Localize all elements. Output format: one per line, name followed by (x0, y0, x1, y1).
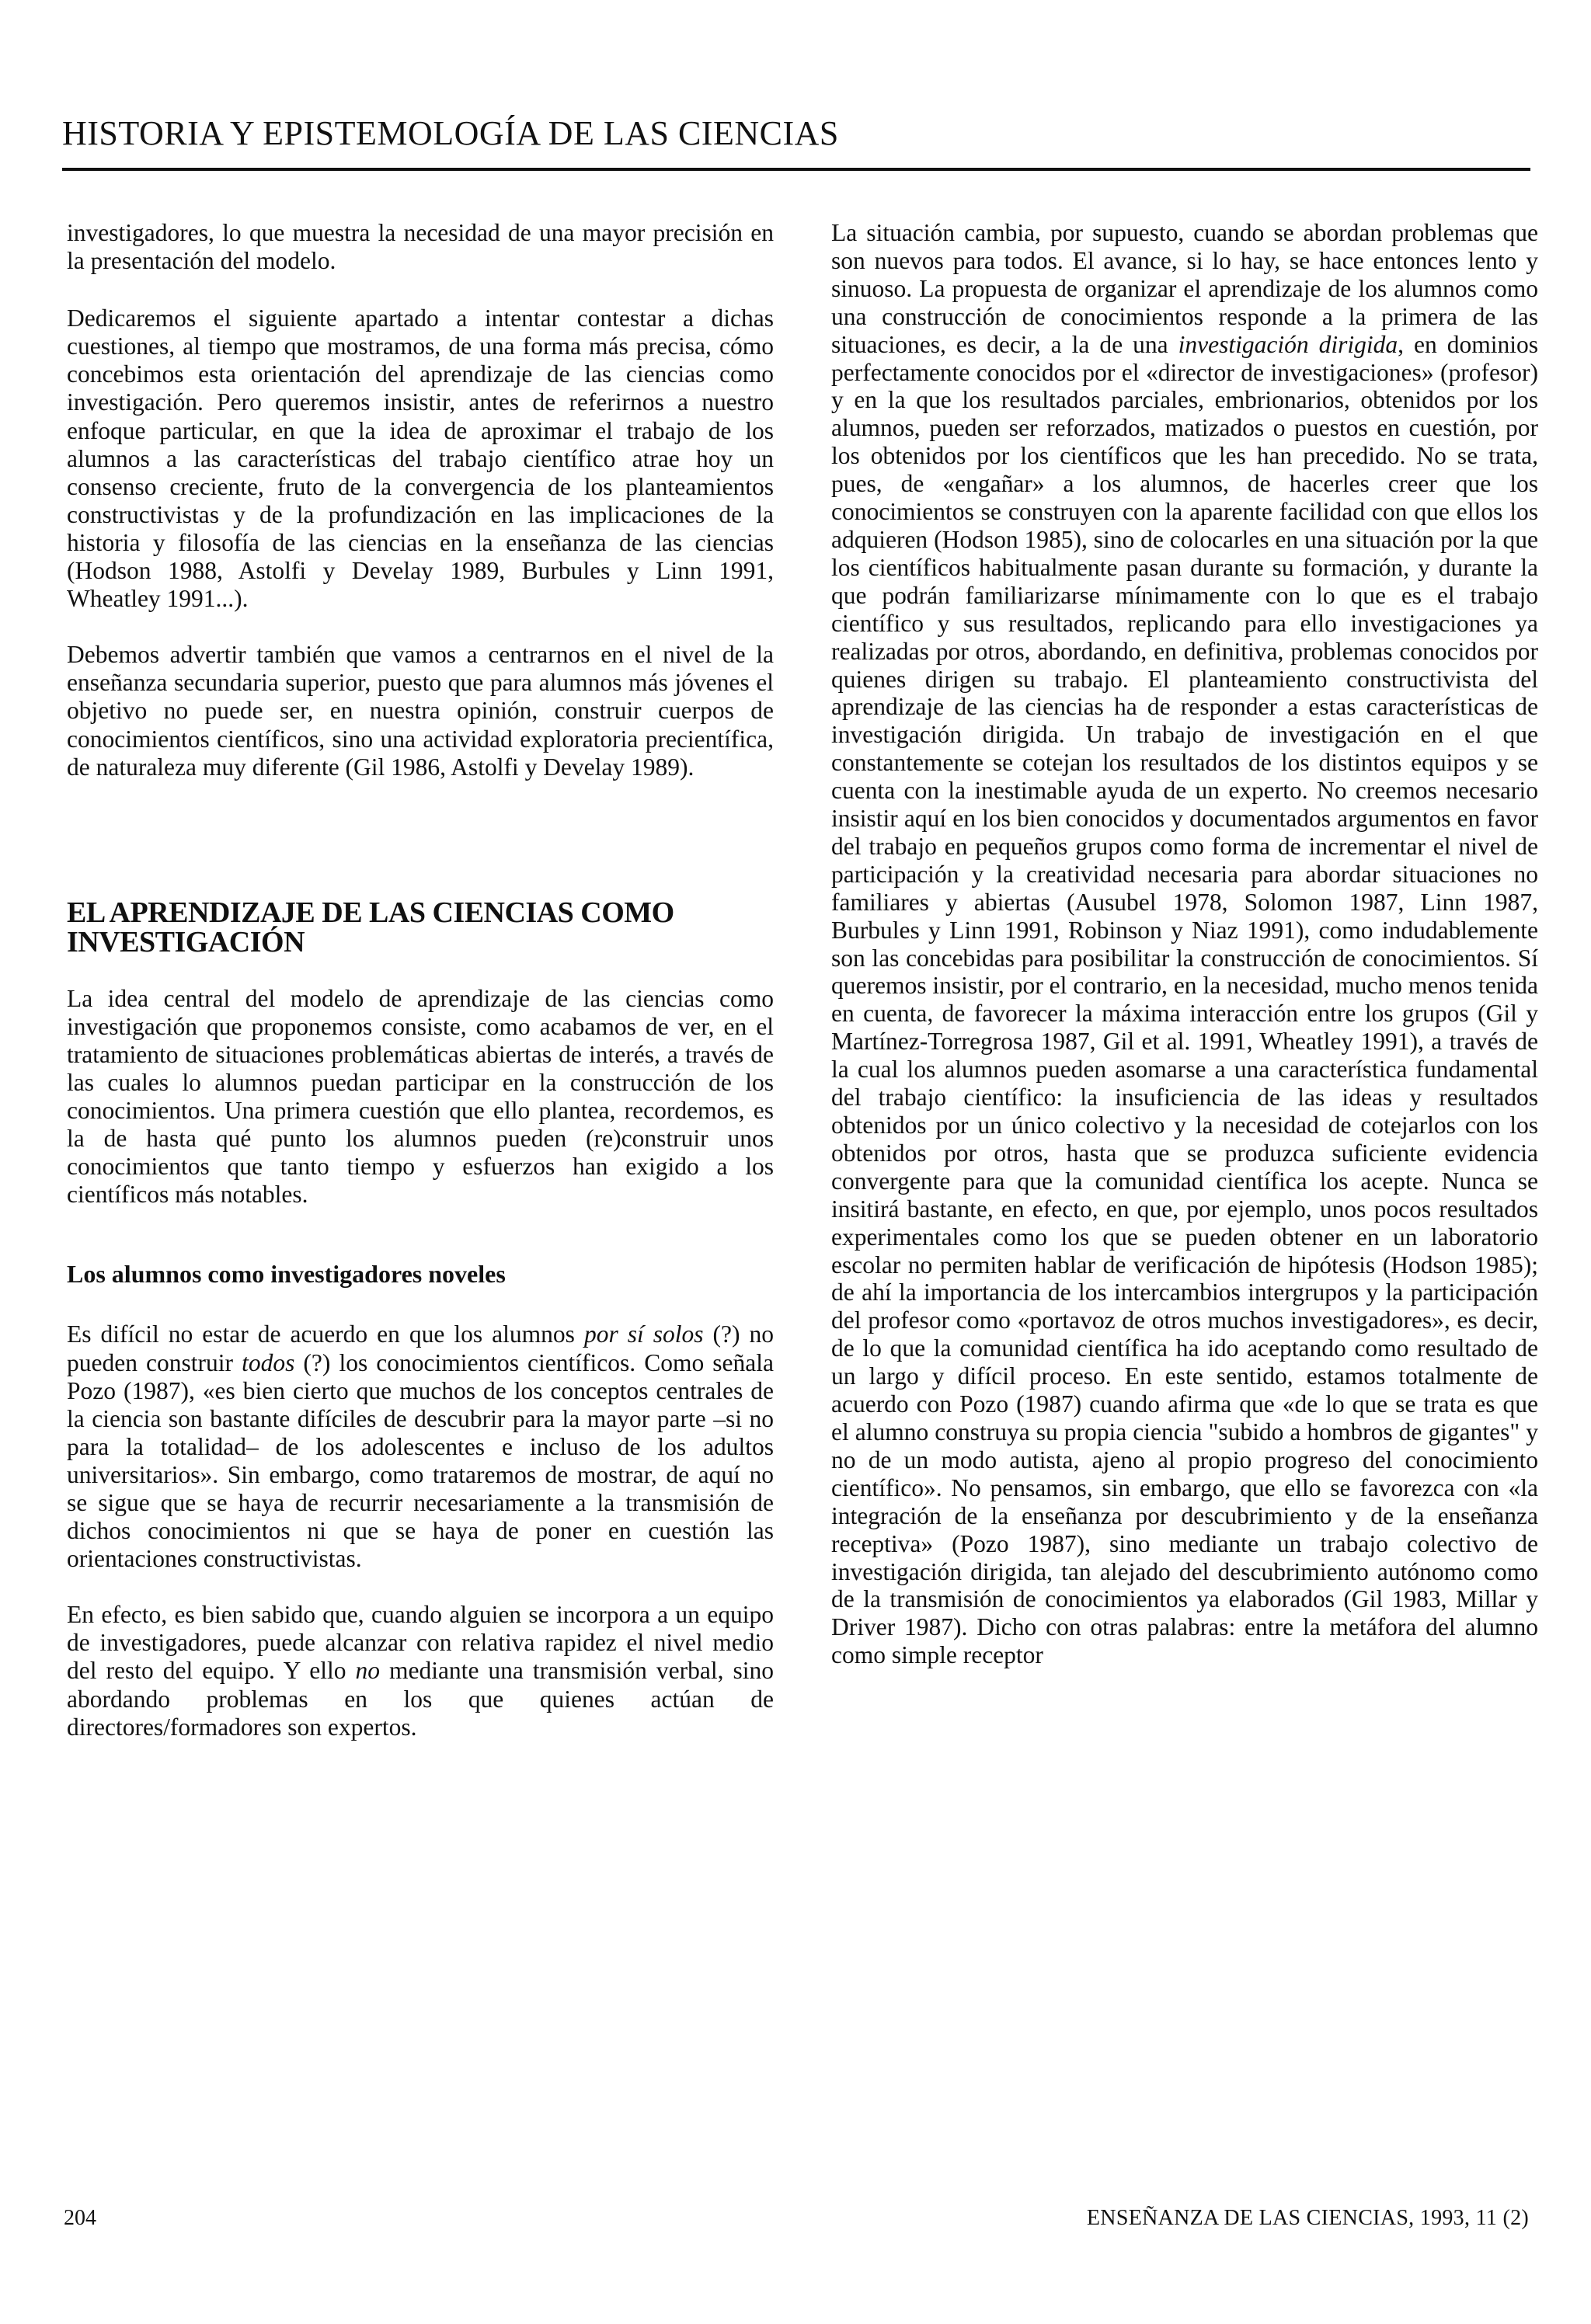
section-heading: EL APRENDIZAJE DE LAS CIENCIAS COMO INVESTIGACIÓN (67, 896, 674, 958)
italic-text: por sí solos (583, 1320, 704, 1348)
journal-citation: ENSEÑANZA DE LAS CIENCIAS, 1993, 11 (2) (1086, 2206, 1529, 2230)
paragraph-text: La situación cambia, por supuesto, cuando se abordan problemas que son nuevos para todos. El avance, si lo hay, se hace entonces lento y sinuoso. La propuesta de organizar el aprendizaje de los alumnos como una construcción de conocimientos responde a la primera de las situaciones, es decir, a la de una (831, 219, 1538, 358)
paragraph (831, 219, 1538, 1669)
paragraph-text: mediante una transmisión verbal, sino abordando problemas en los que quienes actúan de directores/formadores son expertos. (67, 1657, 774, 1741)
running-title: HISTORIA Y EPISTEMOLOGÍA DE LAS CIENCIAS (62, 114, 839, 152)
paragraph (67, 1601, 774, 1741)
paragraph-text: (?) no pueden construir (67, 1320, 774, 1376)
italic-text: todos (242, 1348, 295, 1376)
header-rule (62, 168, 1530, 171)
paragraph: investigadores, lo que muestra la necesidad de una mayor precisión en la presentación del modelo. (67, 219, 774, 275)
paragraph-text: , en dominios perfectamente conocidos por el «director de investigaciones» (profesor) y en la que los resultados parciales, embrionarios, obtenidos por los alumnos, pueden ser reforzados, matizados o puestos en cuestión, por los obtenidos por los científicos que les han precedido. No se trata, pues, de «engañar» a los alumnos, de hacerles creer que los conocimientos se construyen con la aparente facilidad con que ellos los adquieren (Hodson 1985), sino de colocarles en una situación por la que los científicos habitualmente pasan durante su formación, y durante la que podrán familiarizarse mínimamente con lo que es el trabajo científico y sus resultados, replicando para ello investigaciones ya realizadas por otros, abordando, en definitiva, problemas conocidos por quienes dirigen su trabajo. El planteamiento constructivista del aprendizaje de las ciencias ha de responder a estas características de investigación dirigida. Un trabajo de investigación en el que constantemente se cotejan los resultados de los distintos equipos y se cuenta con la inestimable ayuda de un experto. No creemos necesario insistir aquí en los bien conocidos y documentados argumentos en favor del trabajo en pequeños grupos como forma de incrementar el nivel de participación y la creatividad necesaria para abordar situaciones no familiares y abiertas (Ausubel 1978, Solomon 1987, Linn 1987, Burbules y Linn 1991, Robinson y Niaz 1991), como indudablemente son las concebidas para posibilitar la construcción de conocimientos. Sí queremos insistir, por el contrario, en la necesidad, mucho menos tenida en cuenta, de favorecer la máxima interacción entre los grupos (Gil y Martínez-Torregrosa 1987, Gil et al. 1991, Wheatley 1991), a través de la cual los alumnos pueden asomarse a una característica fundamental del trabajo científico: la insuficiencia de las ideas y resultados obtenidos por un único colectivo y la necesidad de cotejarlos con los obtenidos por otros, hasta que se produzca suficiente evidencia convergente para que la comunidad científica los acepte. Nunca se insitirá bastante, en efecto, en que, por ejemplo, unos pocos resultados experimentales como los que se pueden obtener en un laboratorio escolar no permiten hablar de verificación de hipótesis (Hodson 1985); de ahí la importancia de los intercambios intergrupos y la participación del profesor como «portavoz de otros muchos investigadores», es decir, de lo que la comunidad científica ha ido aceptando como resultado de un largo y difícil proceso. En este sentido, estamos totalmente de acuerdo con Pozo (1987) cuando afirma que «de lo que se trata es que el alumno construya su propia ciencia "subido a hombros de gigantes" y no de un modo autista, ajeno al propio progreso del conocimiento científico». No pensamos, sin embargo, que ello se favorezca con «la integración de la enseñanza por descubrimiento y de la enseñanza receptiva» (Pozo 1987), sino mediante un trabajo colectivo de investigación dirigida, tan alejado del descubrimiento autónomo como de la transmisión de conocimientos ya elaborados (Gil 1983, Millar y Driver 1987). Dicho con otras palabras: entre la metáfora del alumno como simple receptor (831, 330, 1538, 1669)
page-number: 204 (64, 2206, 96, 2230)
paragraph: Debemos advertir también que vamos a centrarnos en el nivel de la enseñanza secundaria superior, puesto que para alumnos más jóvenes el objetivo no puede ser, en nuestra opinión, construir cuerpos de conocimientos científicos, sino una actividad exploratoria precientífica, de naturaleza muy diferente (Gil 1986, Astolfi y Develay 1989). (67, 641, 774, 781)
paragraph: Dedicaremos el siguiente apartado a intentar contestar a dichas cuestiones, al tiempo que mostramos, de una forma más precisa, cómo concebimos esta orientación del aprendizaje de las ciencias como investigación. Pero queremos insistir, antes de referirnos a nuestro enfoque particular, en que la idea de aproximar el trabajo de los alumnos a las características del trabajo científico atrae hoy un consenso creciente, fruto de la convergencia de los planteamientos constructivistas y de la profundización en las implicaciones de la historia y filosofía de las ciencias en la enseñanza de las ciencias (Hodson 1988, Astolfi y Develay 1989, Burbules y Linn 1991, Wheatley 1991...). (67, 304, 774, 613)
paragraph-text: Es difícil no estar de acuerdo en que los alumnos (67, 1320, 584, 1348)
right-column (831, 219, 1538, 1669)
subsection-heading: Los alumnos como investigadores noveles (67, 1260, 506, 1289)
italic-text: investigación dirigida (1178, 330, 1398, 358)
left-column (67, 219, 774, 1741)
paragraph (67, 1320, 774, 1573)
italic-text: no (355, 1657, 380, 1685)
paragraph: La idea central del modelo de aprendizaje de las ciencias como investigación que proponemos consiste, como acabamos de ver, en el tratamiento de situaciones problemáticas abiertas de interés, a través de las cuales lo alumnos puedan participar en la construcción de los conocimientos. Una primera cuestión que ello plantea, recordemos, es la de hasta qué punto los alumnos pueden (re)construir unos conocimientos que tanto tiempo y esfuerzos han exigido a los científicos más notables. (67, 984, 774, 1209)
paragraph-text: En efecto, es bien sabido que, cuando alguien se incorpora a un equipo de investigadores, puede alcanzar con relativa rapidez el nivel medio del resto del equipo. Y ello (67, 1601, 774, 1685)
paragraph-text: (?) los conocimientos científicos. Como señala Pozo (1987), «es bien cierto que muchos de los conceptos centrales de la ciencia son bastante difíciles de descubrir para la mayor parte –si no para la totalidad– de los adolescentes e incluso de los adultos universitarios». Sin embargo, como trataremos de mostrar, de aquí no se sigue que se haya de recurrir necesariamente a la transmisión de dichos conocimientos ni que se haya de poner en cuestión las orientaciones constructivistas. (67, 1348, 774, 1573)
